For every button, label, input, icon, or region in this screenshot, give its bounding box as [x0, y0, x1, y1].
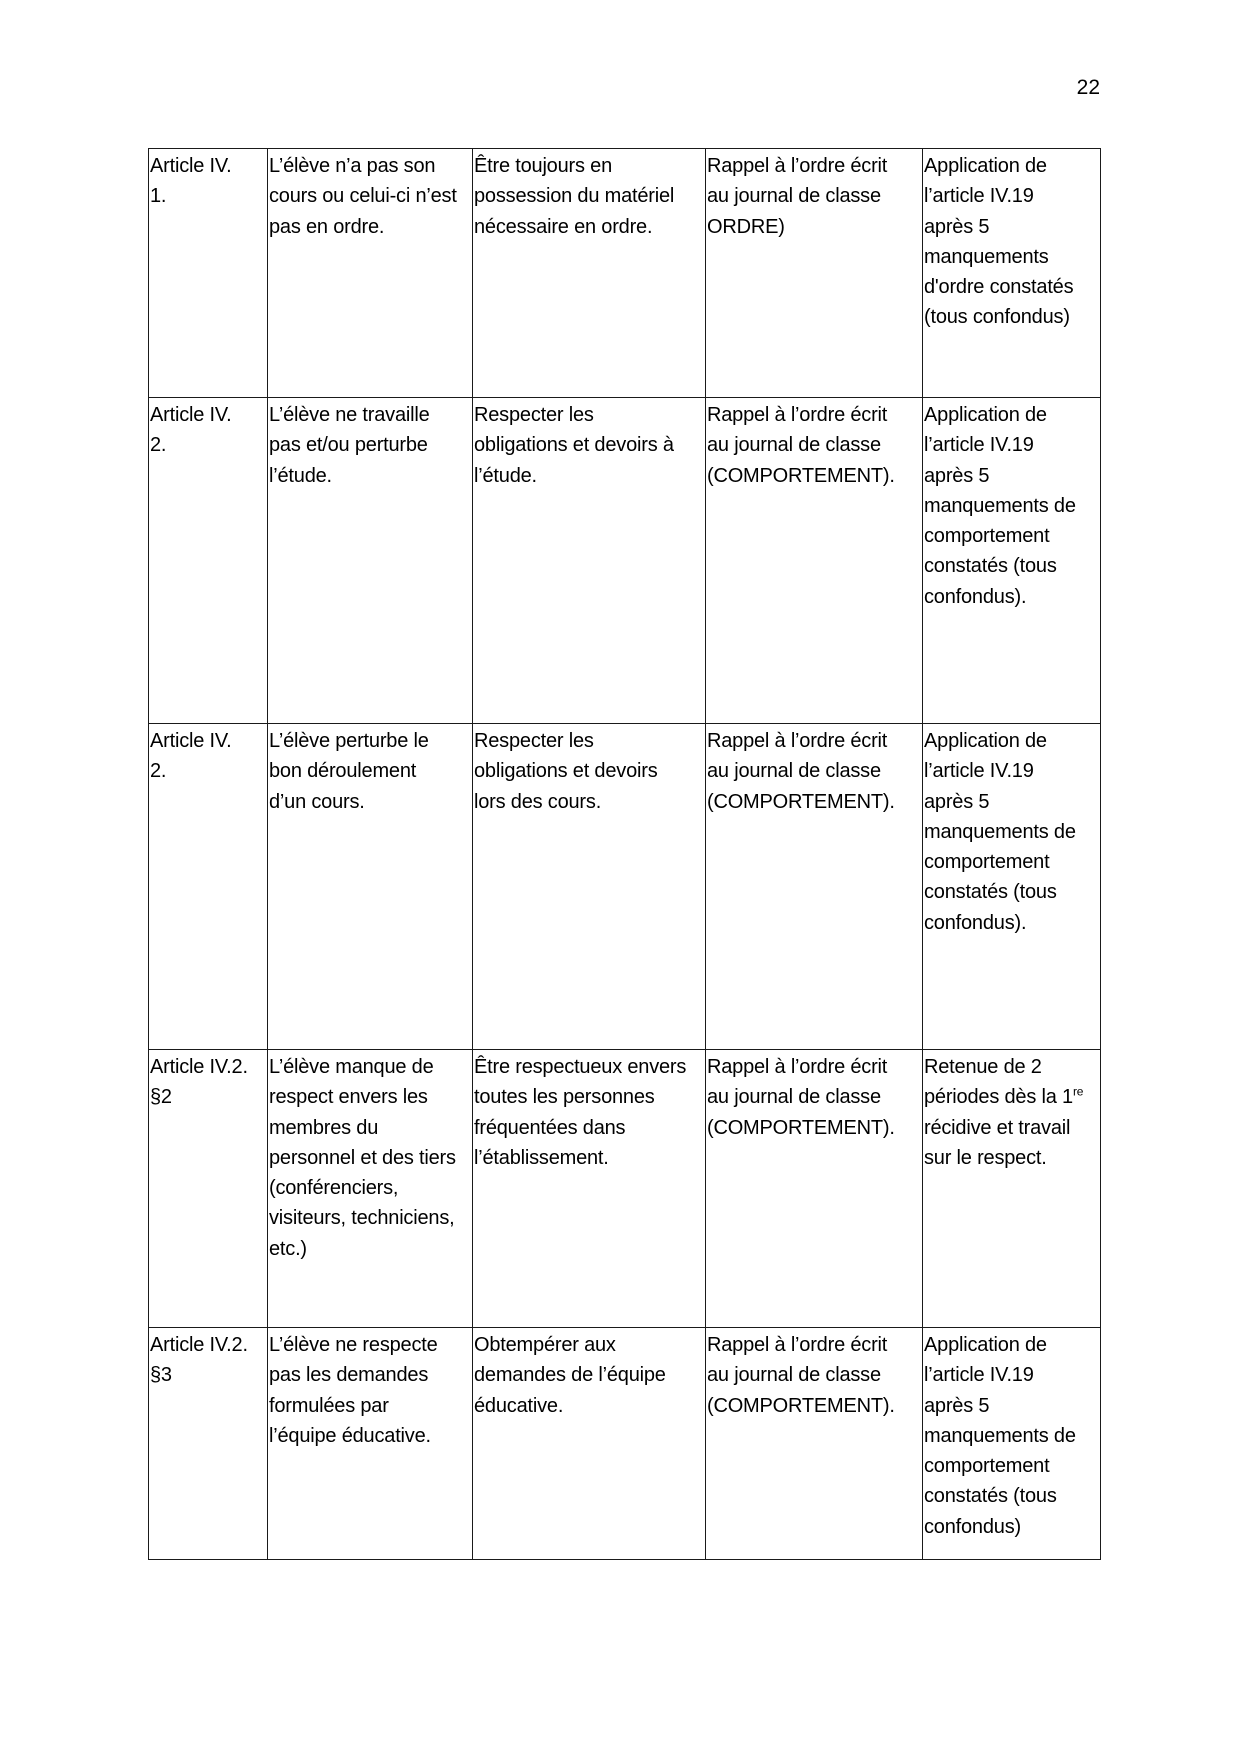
table-row: [149, 149, 1101, 398]
recidive-text-end: récidive et travail sur le respect.: [924, 1116, 1071, 1169]
sanction-cell: Rappel à l’ordre écrit au journal de classe (COMPORTEMENT).: [706, 398, 923, 724]
recidive-cell: Application de l’article IV.19 après 5 manquements de comportement constatés (tous confondus).: [923, 398, 1101, 724]
recidive-cell: [923, 1050, 1101, 1328]
article-cell: Article IV. 1.: [149, 149, 268, 398]
sanction-cell: Rappel à l’ordre écrit au journal de classe (COMPORTEMENT).: [706, 724, 923, 1050]
table-row: [149, 724, 1101, 1050]
recidive-cell: Application de l’article IV.19 après 5 manquements de comportement constatés (tous confondus): [923, 1328, 1101, 1560]
table-row: [149, 1050, 1101, 1328]
infraction-cell: L’élève perturbe le bon déroulement d’un cours.: [268, 724, 473, 1050]
obligation-cell: Respecter les obligations et devoirs lors des cours.: [473, 724, 706, 1050]
article-cell: Article IV.2. §3: [149, 1328, 268, 1560]
recidive-cell: Application de l’article IV.19 après 5 manquements d'ordre constatés (tous confondus): [923, 149, 1101, 398]
page-number: 22: [1076, 76, 1100, 99]
sanction-cell: Rappel à l’ordre écrit au journal de classe (COMPORTEMENT).: [706, 1328, 923, 1560]
rules-table: [148, 148, 1101, 1560]
table-row: [149, 1328, 1101, 1560]
article-cell: Article IV.2. §2: [149, 1050, 268, 1328]
ordinal-superscript: re: [1072, 1084, 1084, 1099]
sanction-cell: Rappel à l’ordre écrit au journal de classe ORDRE): [706, 149, 923, 398]
obligation-cell: Obtempérer aux demandes de l’équipe éducative.: [473, 1328, 706, 1560]
sanction-cell: Rappel à l’ordre écrit au journal de classe (COMPORTEMENT).: [706, 1050, 923, 1328]
obligation-cell: Respecter les obligations et devoirs à l’étude.: [473, 398, 706, 724]
article-cell: Article IV. 2.: [149, 398, 268, 724]
infraction-cell: L’élève ne travaille pas et/ou perturbe l’étude.: [268, 398, 473, 724]
infraction-cell: L’élève ne respecte pas les demandes formulées par l’équipe éducative.: [268, 1328, 473, 1560]
recidive-text-start: Retenue de 2 périodes dès la 1: [924, 1056, 1073, 1109]
table-row: [149, 398, 1101, 724]
obligation-cell: Être toujours en possession du matériel nécessaire en ordre.: [473, 149, 706, 398]
obligation-cell: Être respectueux envers toutes les personnes fréquentées dans l’établissement.: [473, 1050, 706, 1328]
infraction-cell: L’élève n’a pas son cours ou celui-ci n’est pas en ordre.: [268, 149, 473, 398]
recidive-cell: Application de l’article IV.19 après 5 manquements de comportement constatés (tous confondus).: [923, 724, 1101, 1050]
infraction-cell: L’élève manque de respect envers les membres du personnel et des tiers (conférenciers, visiteurs, techniciens, etc.): [268, 1050, 473, 1328]
article-cell: Article IV. 2.: [149, 724, 268, 1050]
